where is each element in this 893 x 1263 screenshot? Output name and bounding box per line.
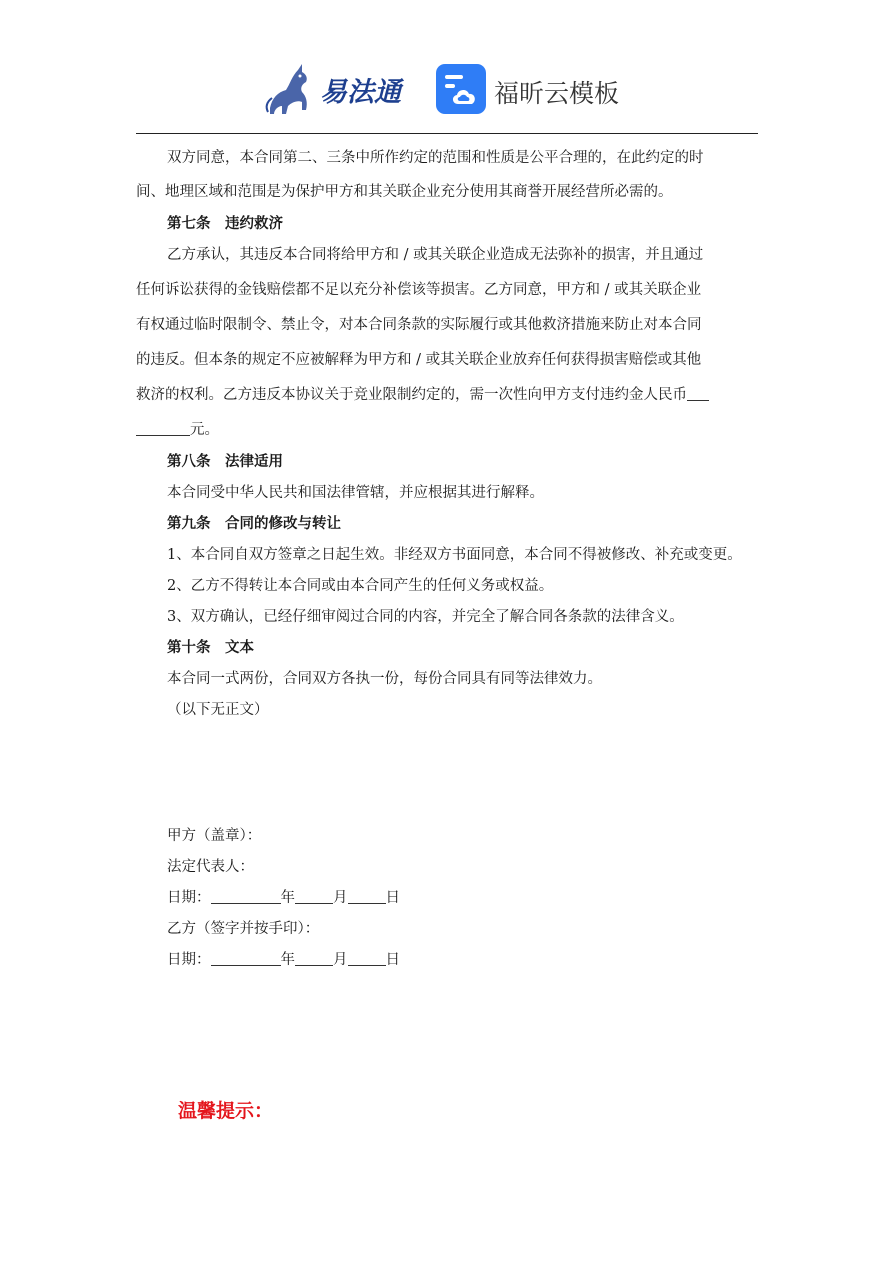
month-label: 月 <box>333 890 348 906</box>
penalty-text: 救济的权利。乙方违反本协议关于竞业限制约定的，需一次性向甲方支付违约金人民币 <box>136 387 687 403</box>
yifatong-text: 易法通 <box>320 77 401 108</box>
party-b-sign: 乙方（签字并按手印）： <box>167 921 320 937</box>
month-blank <box>295 889 333 904</box>
yifatong-logo <box>262 62 422 118</box>
fuxin-logo <box>436 64 646 118</box>
day-blank <box>348 889 386 904</box>
year-label: 年 <box>280 952 295 968</box>
article-9-item: 2、乙方不得转让本合同或由本合同产生的任何义务或权益。 <box>167 578 554 594</box>
article-9-title: 第九条 合同的修改与转让 <box>167 516 341 532</box>
article-9-item: 3、双方确认，已经仔细审阅过合同的内容，并完全了解合同各条款的法律含义。 <box>167 609 684 625</box>
day-blank <box>348 951 386 966</box>
no-text-below: （以下无正文） <box>167 702 269 718</box>
paragraph-line: 双方同意，本合同第二、三条中所作约定的范围和性质是公平合理的，在此约定的时 <box>167 150 704 166</box>
date-label: 日期： <box>167 952 211 968</box>
day-label: 日 <box>385 890 400 906</box>
yuan-text: 元。 <box>190 422 219 438</box>
article-10-text: 本合同一式两份，合同双方各执一份，每份合同具有同等法律效力。 <box>167 671 602 687</box>
page-header <box>0 58 893 128</box>
date-line-b <box>167 948 400 969</box>
paragraph-line: 乙方承认，其违反本合同将给甲方和 / 或其关联企业造成无法弥补的损害，并且通过 <box>167 247 704 263</box>
date-line-a <box>167 886 400 907</box>
day-label: 日 <box>385 952 400 968</box>
month-label: 月 <box>333 952 348 968</box>
unicorn-icon <box>262 62 322 118</box>
paragraph-line <box>136 418 219 439</box>
month-blank <box>295 951 333 966</box>
party-a-seal: 甲方（盖章）： <box>167 828 262 844</box>
paragraph-line <box>136 383 709 404</box>
cloud-template-icon <box>436 64 486 114</box>
article-8-text: 本合同受中华人民共和国法律管辖，并应根据其进行解释。 <box>167 485 544 501</box>
date-label: 日期： <box>167 890 211 906</box>
penalty-amount-blank <box>687 386 709 401</box>
header-divider <box>136 133 758 134</box>
penalty-amount-blank-cont <box>136 421 190 436</box>
paragraph-line: 间、地理区域和范围是为保护甲方和其关联企业充分使用其商誉开展经营所必需的。 <box>136 184 673 200</box>
paragraph-line: 任何诉讼获得的金钱赔偿都不足以充分补偿该等损害。乙方同意，甲方和 / 或其关联企业 <box>136 282 702 298</box>
year-label: 年 <box>280 890 295 906</box>
legal-representative: 法定代表人： <box>167 859 254 875</box>
article-7-title: 第七条 违约救济 <box>167 216 283 232</box>
year-blank <box>211 951 281 966</box>
paragraph-line: 有权通过临时限制令、禁止令，对本合同条款的实际履行或其他救济措施来防止对本合同 <box>136 317 702 333</box>
fuxin-text: 福昕云模板 <box>494 79 620 108</box>
year-blank <box>211 889 281 904</box>
warm-tip-heading: 温馨提示： <box>178 1100 274 1122</box>
article-10-title: 第十条 文本 <box>167 640 254 656</box>
paragraph-line: 的违反。但本条的规定不应被解释为甲方和 / 或其关联企业放弃任何获得损害赔偿或其他 <box>136 352 702 368</box>
article-9-item: 1、本合同自双方签章之日起生效。非经双方书面同意，本合同不得被修改、补充或变更。 <box>167 547 742 563</box>
article-8-title: 第八条 法律适用 <box>167 454 283 470</box>
